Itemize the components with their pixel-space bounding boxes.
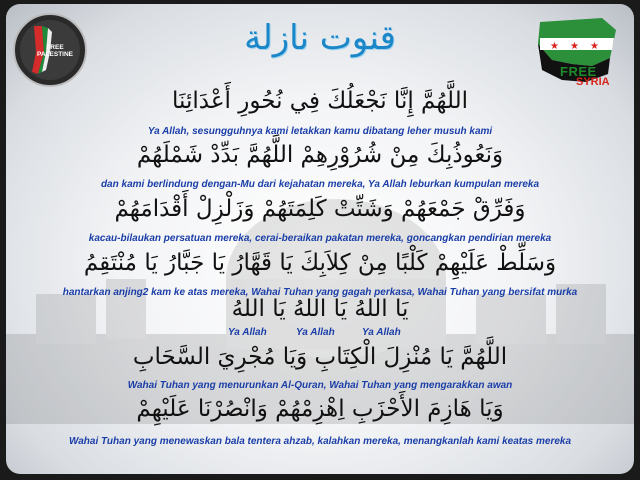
svg-text:★: ★: [550, 41, 559, 52]
translation-line-7: Wahai Tuhan yang menewaskan bala tentera ahzab, kalahkan mereka, menangkanlah kami keatas mereka: [68, 436, 572, 447]
translation-line-3: kacau-bilaukan persatuan mereka, cerai-beraikan pakatan mereka, goncangkan pendirian mereka: [88, 233, 552, 244]
arabic-line-4: وَسَلِّطْ عَلَيْهِمْ كَلْبًا مِنْ كِلاَبِكَ يَا قَهَّارُ يَا جَبَّارُ يَا مُنْتَقِمُ: [83, 250, 557, 276]
arabic-line-7: وَيَا هَازِمَ الأَحْزَبِ اِهْزِمْهُمْ وَانْصُرْنَا عَلَيْهِمْ: [136, 396, 504, 422]
ya-allah-label: Ya Allah: [228, 327, 267, 338]
ya-allah-row: [6, 327, 634, 341]
translation-line-2: dan kami berlindung dengan-Mu dari kejahatan mereka, Ya Allah leburkan kumpulan mereka: [100, 179, 540, 190]
poster-frame: [6, 4, 634, 474]
ya-allah-label: Ya Allah: [362, 327, 401, 338]
translation-line-1: Ya Allah, sesungguhnya kami letakkan kamu dibatang leher musuh kami: [147, 126, 493, 137]
arabic-line-1: اللَّهُمَّ إِنَّا نَجْعَلُكَ فِي نُحُورِ أَعْدَائِنَا: [172, 88, 468, 114]
arabic-line-6: اللَّهُمَّ يَا مُنْزِلَ الْكِتَابِ وَيَا مُجْرِيَ السَّحَابِ: [132, 344, 508, 370]
free-syria-text-bottom: SYRIA: [576, 76, 610, 88]
translation-line-4: hantarkan anjing2 kam ke atas mereka, Wahai Tuhan yang gagah perkasa, Wahai Tuhan yang bersifat murka: [62, 287, 578, 298]
svg-text:★: ★: [570, 41, 579, 52]
free-palestine-text: FREE PALESTINE: [37, 44, 73, 58]
arabic-line-2: وَنَعُوذُبِكَ مِنْ شُرُوْرِهِمْ اللَّهُمَّ بَدِّدْ شَمْلَهُمْ: [136, 142, 504, 168]
ya-allah-label: Ya Allah: [296, 327, 335, 338]
free-syria-badge: [532, 14, 622, 94]
svg-text:★: ★: [590, 41, 599, 52]
translation-line-6: Wahai Tuhan yang menurunkan Al-Quran, Wahai Tuhan yang mengarakkan awan: [127, 380, 513, 391]
arabic-line-5: يَا اللهُ يَا اللهُ يَا اللهُ: [231, 296, 409, 322]
page-title: قنوت نازلة: [244, 18, 396, 58]
free-syria-text-top: FREE: [560, 64, 597, 79]
arabic-line-3: وَفَرِّقْ جَمْعَهُمْ وَشَتِّتْ كَلِمَتَهُمْ وَزَلْزِلْ أَقْدَامَهُمْ: [114, 196, 526, 222]
